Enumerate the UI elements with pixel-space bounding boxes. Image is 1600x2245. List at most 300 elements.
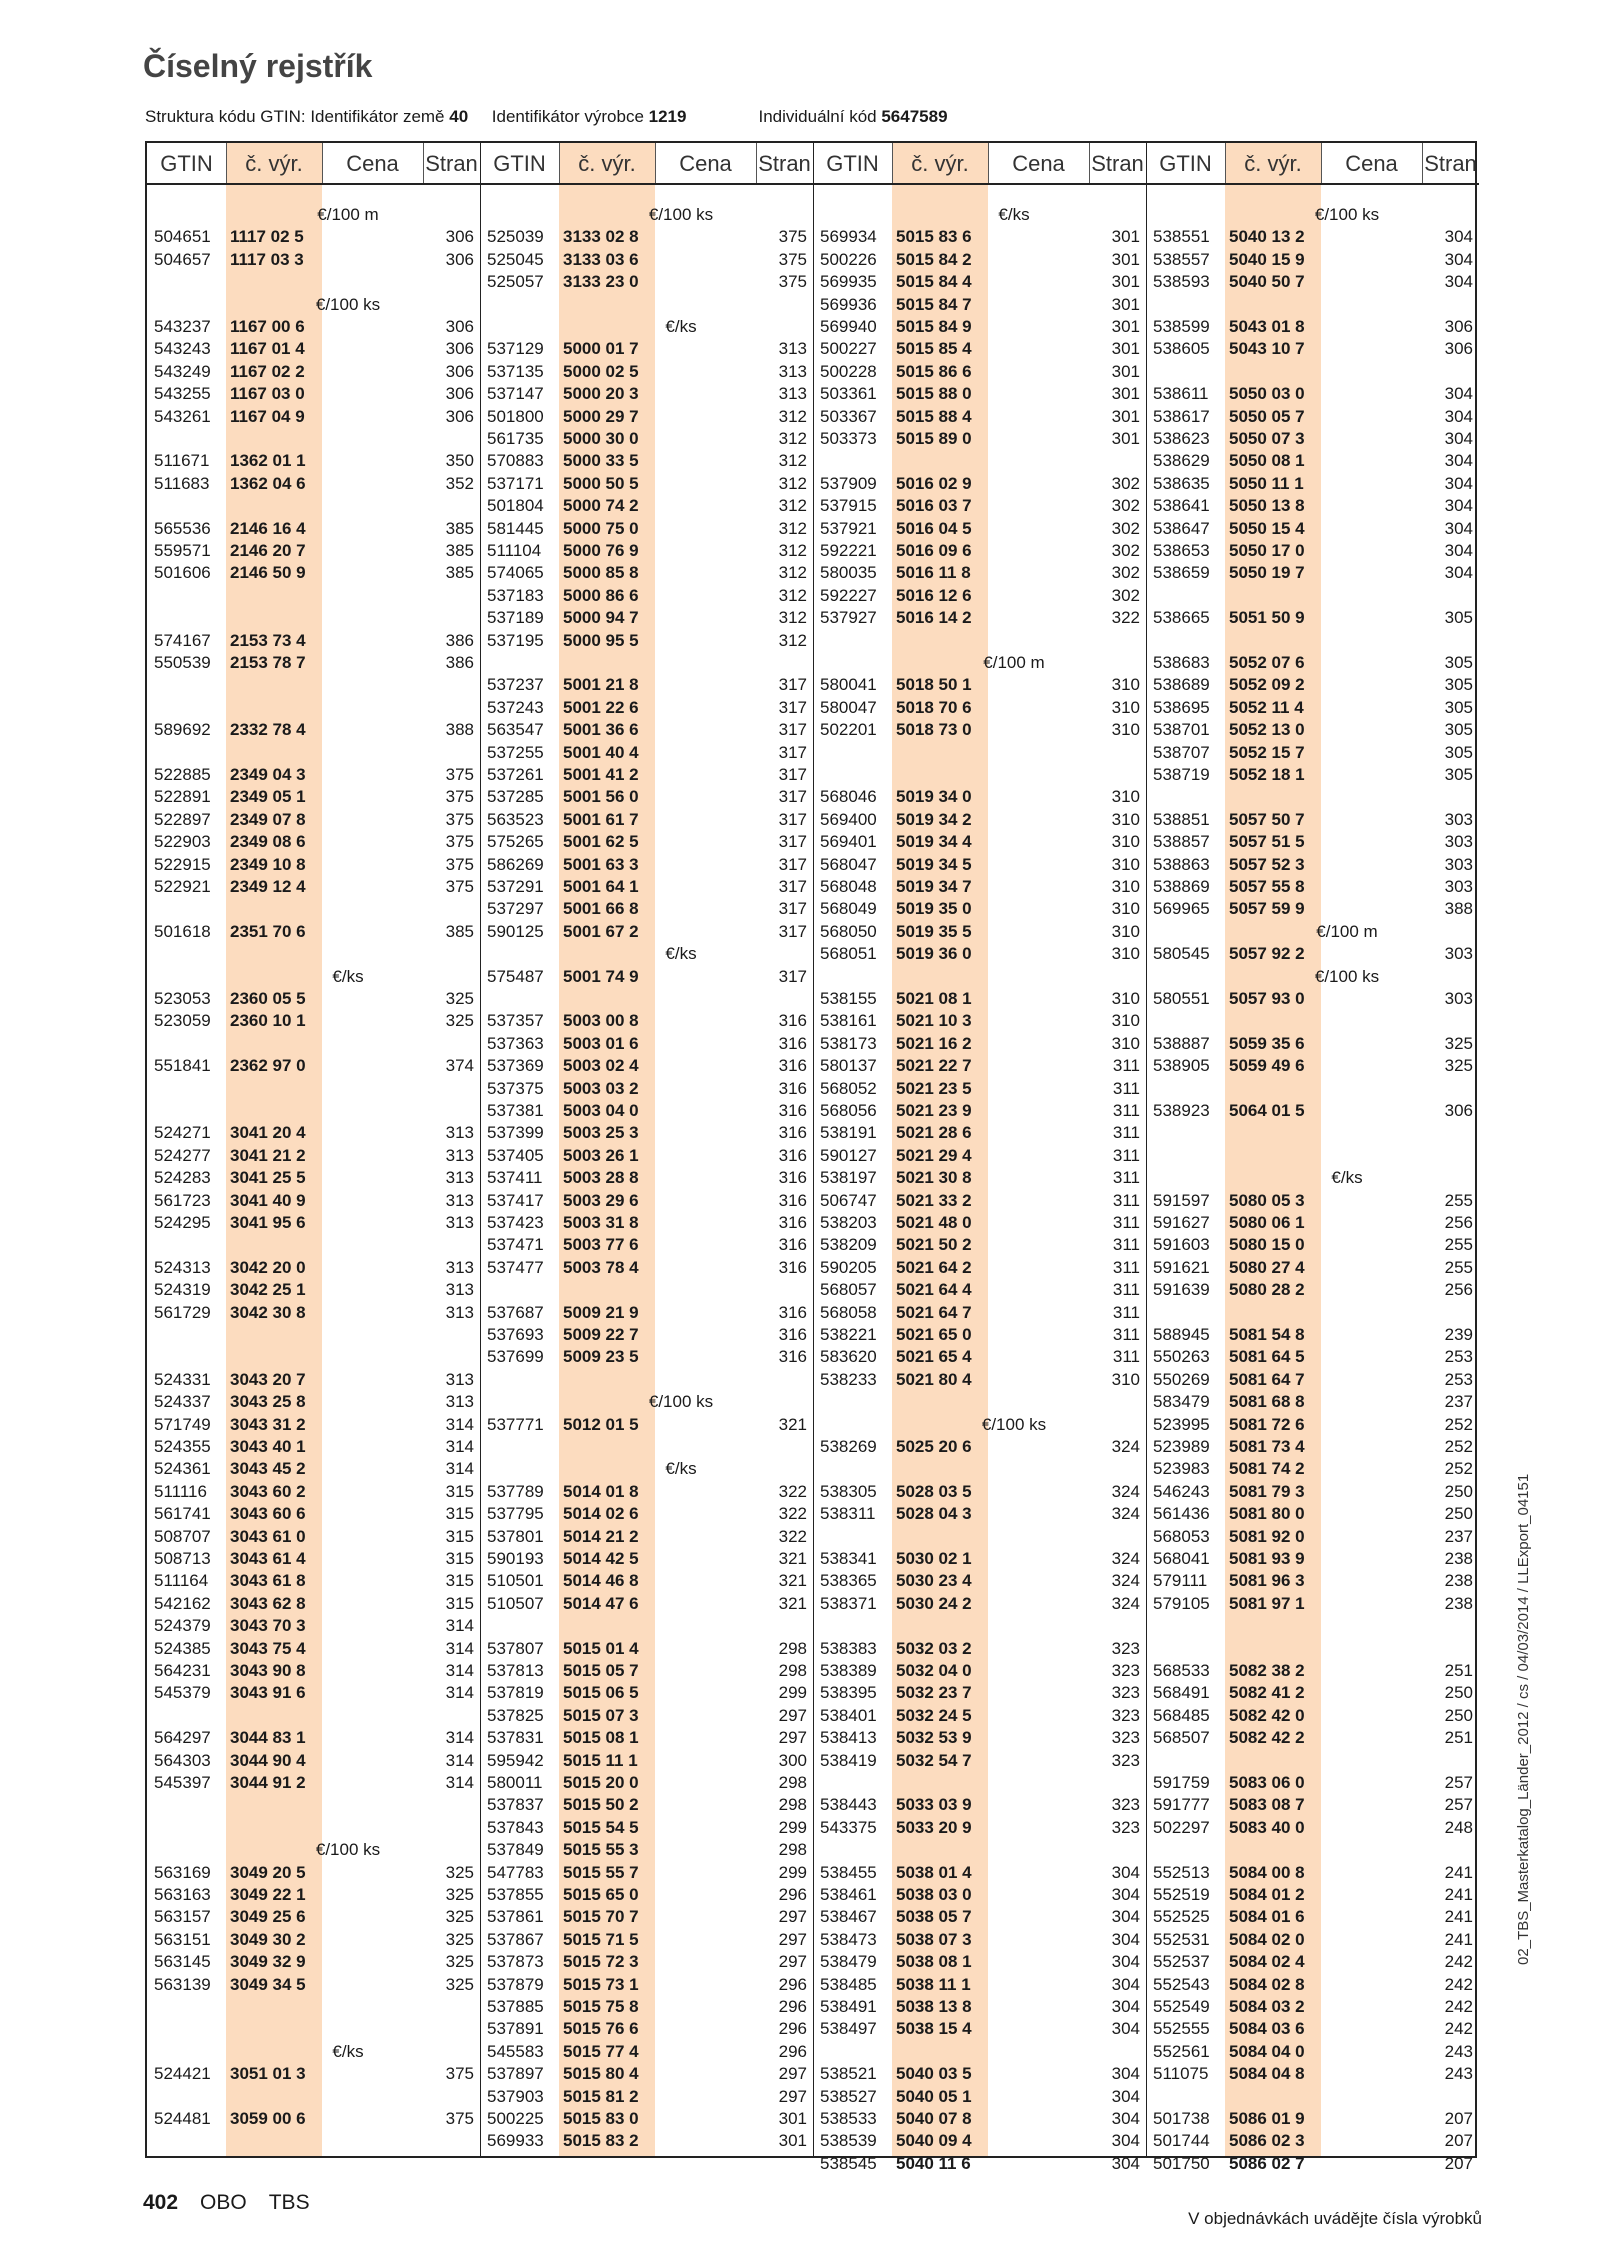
gtin-cell: 538593	[1153, 272, 1210, 292]
product-number-cell: 5050 07 3	[1229, 429, 1305, 448]
table-row	[1146, 1862, 1479, 1884]
page-cell: 311	[1112, 1123, 1140, 1143]
page-cell: 301	[1111, 406, 1140, 426]
product-number-cell: 5015 07 3	[563, 1705, 639, 1725]
table-row	[813, 271, 1146, 293]
page-cell: 313	[445, 1123, 474, 1143]
page-cell: 301	[1111, 272, 1140, 292]
page-cell: 316	[778, 1033, 807, 1053]
page-cell: 317	[778, 832, 807, 852]
gtin-cell: 537183	[487, 585, 544, 605]
page-cell: 250	[1444, 1705, 1473, 1725]
page-cell: 242	[1444, 1974, 1473, 1994]
product-number-cell: 5001 40 4	[563, 742, 639, 762]
gtin-cell: 574065	[487, 563, 544, 583]
gtin-cell: 537381	[487, 1101, 544, 1120]
table-row	[147, 1279, 480, 1301]
page-cell: 237	[1444, 1526, 1473, 1546]
product-number-cell: 1167 02 2	[230, 361, 305, 381]
table-row	[813, 406, 1146, 428]
product-number-cell: 5052 18 1	[1229, 765, 1305, 784]
table-row	[147, 1951, 480, 1973]
product-number-cell: 5021 29 4	[896, 1145, 972, 1165]
table-row	[147, 1974, 480, 1996]
gtin-cell: 569965	[1153, 899, 1210, 919]
gtin-cell: 524379	[154, 1616, 211, 1636]
product-number-cell: 5084 01 6	[1229, 1907, 1305, 1927]
page-cell: 306	[445, 384, 474, 404]
product-number-cell: 5084 00 8	[1229, 1862, 1305, 1882]
table-header	[1146, 143, 1479, 185]
table-row	[147, 1145, 480, 1167]
table-row	[480, 1705, 813, 1727]
product-number-cell: 5021 10 3	[896, 1011, 972, 1031]
page-cell: 304	[1444, 272, 1473, 292]
gtin-cell: 537801	[487, 1526, 544, 1546]
product-number-cell: 5086 01 9	[1229, 2109, 1305, 2128]
page-cell: 315	[445, 1593, 474, 1613]
table-row	[813, 1929, 1146, 1951]
table-row	[147, 1884, 480, 1906]
price-unit: €/ks	[665, 944, 697, 964]
gtin-cell: 538455	[820, 1862, 877, 1882]
page-cell: 324	[1111, 1504, 1140, 1524]
gtin-cell: 545583	[487, 2041, 544, 2061]
table-row	[813, 1346, 1146, 1368]
page-cell: 323	[1111, 1661, 1140, 1680]
table-row	[147, 1750, 480, 1772]
table-row	[480, 2018, 813, 2040]
gtin-cell: 563547	[487, 720, 544, 740]
gtin-cell: 537843	[487, 1817, 544, 1837]
table-row	[813, 249, 1146, 271]
gtin-cell: 537255	[487, 742, 544, 762]
product-number-cell: 5080 05 3	[1229, 1190, 1305, 1210]
page-cell: 374	[445, 1056, 474, 1076]
gtin-cell: 511671	[154, 451, 210, 471]
table-row	[147, 1122, 480, 1144]
product-number-cell: 5021 64 7	[896, 1302, 972, 1322]
gtin-cell: 523983	[1153, 1459, 1210, 1479]
gtin-cell: 537891	[487, 2019, 544, 2039]
page-cell: 317	[778, 697, 807, 717]
table-row	[480, 226, 813, 248]
gtin-cell: 559571	[154, 541, 211, 560]
gtin-cell: 537813	[487, 1661, 544, 1680]
page-cell: 316	[778, 1145, 807, 1165]
gtin-cell: 538701	[1153, 720, 1210, 740]
gtin-cell: 550539	[154, 653, 211, 672]
gtin-cell: 537837	[487, 1795, 544, 1815]
gtin-cell: 538659	[1153, 563, 1210, 583]
table-row	[480, 518, 813, 540]
gtin-cell: 537135	[487, 361, 544, 381]
gtin-cell: 538599	[1153, 317, 1210, 336]
page-cell: 316	[778, 1101, 807, 1120]
table-row	[1146, 2153, 1479, 2175]
gtin-cell: 524361	[154, 1459, 211, 1479]
gtin-cell: 537897	[487, 2064, 544, 2084]
product-number-cell: 5015 06 5	[563, 1683, 639, 1703]
table-row	[480, 2108, 813, 2130]
page-cell: 241	[1444, 1862, 1473, 1882]
page-cell: 242	[1444, 1952, 1473, 1972]
price-unit-row	[147, 1839, 480, 1861]
page-cell: 317	[778, 921, 807, 941]
gtin-cell: 537915	[820, 496, 877, 516]
gtin-cell: 504651	[154, 227, 211, 247]
gtin-cell: 583620	[820, 1347, 877, 1367]
product-number-cell: 5032 54 7	[896, 1750, 972, 1770]
gtin-cell: 500226	[820, 249, 877, 269]
gtin-cell: 537297	[487, 899, 544, 919]
product-number-cell: 5003 02 4	[563, 1056, 639, 1076]
header-cell: Cena	[1345, 151, 1398, 176]
gtin-cell: 568047	[820, 854, 877, 874]
product-number-cell: 3133 03 6	[563, 249, 639, 269]
table-row	[147, 1727, 480, 1749]
table-row	[147, 876, 480, 898]
table-row	[480, 249, 813, 271]
gtin-cell: 537375	[487, 1078, 544, 1098]
product-number-cell: 3043 75 4	[230, 1638, 306, 1658]
product-number-cell: 2349 10 8	[230, 854, 306, 874]
table-row	[480, 966, 813, 988]
table-row	[1146, 316, 1479, 338]
price-unit: €/ks	[332, 966, 364, 986]
page-cell: 311	[1112, 1325, 1140, 1344]
table-row	[480, 1033, 813, 1055]
page-cell: 311	[1112, 1280, 1140, 1300]
gtin-cell: 511116	[154, 1481, 207, 1501]
page-cell: 238	[1444, 1593, 1473, 1613]
table-row	[480, 1302, 813, 1324]
gtin-cell: 538479	[820, 1952, 877, 1972]
product-number-cell: 3049 30 2	[230, 1929, 306, 1949]
page-cell: 305	[1444, 653, 1473, 672]
product-number-cell: 5015 55 3	[563, 1840, 639, 1860]
gtin-cell: 569936	[820, 294, 877, 314]
page-cell: 321	[778, 1571, 807, 1591]
gtin-cell: 538887	[1153, 1033, 1210, 1053]
price-unit: €/ks	[1331, 1168, 1363, 1188]
table-row	[147, 473, 480, 495]
gtin-cell: 501800	[487, 406, 544, 426]
table-row	[480, 1481, 813, 1503]
product-number-cell: 5057 51 5	[1229, 832, 1305, 852]
table-row	[1146, 1974, 1479, 1996]
product-number-cell: 5015 76 6	[563, 2019, 639, 2039]
page-cell: 311	[1112, 1302, 1140, 1322]
table-row	[480, 1167, 813, 1189]
gtin-cell: 523059	[154, 1011, 211, 1031]
product-number-cell: 3043 45 2	[230, 1459, 306, 1479]
table-row	[147, 921, 480, 943]
gtin-cell: 581445	[487, 518, 544, 538]
gtin-cell: 538557	[1153, 249, 1210, 269]
price-unit-row	[1146, 921, 1479, 943]
page-cell: 322	[778, 1504, 807, 1524]
table-row	[813, 2153, 1146, 2175]
gtin-cell: 590193	[487, 1549, 544, 1568]
price-unit-row	[1146, 1167, 1479, 1189]
product-number-cell: 5003 04 0	[563, 1101, 639, 1120]
table-row	[480, 1100, 813, 1122]
product-number-cell: 5015 83 0	[563, 2109, 639, 2128]
product-number-cell: 3043 61 0	[230, 1526, 306, 1546]
table-row	[480, 1414, 813, 1436]
product-number-cell: 5014 42 5	[563, 1549, 639, 1568]
gtin-cell: 575265	[487, 832, 544, 852]
page-cell: 296	[778, 2019, 807, 2039]
gtin-cell: 537699	[487, 1347, 544, 1367]
table-row	[1146, 540, 1479, 562]
gtin-cell: 537825	[487, 1705, 544, 1725]
product-number-cell: 5001 36 6	[563, 720, 639, 740]
page-cell: 312	[778, 541, 807, 560]
product-number-cell: 5084 02 8	[1229, 1974, 1305, 1994]
product-number-cell: 5016 14 2	[896, 608, 972, 628]
gtin-cell: 568048	[820, 877, 877, 896]
gtin-cell: 524385	[154, 1638, 211, 1658]
table-row	[147, 1481, 480, 1503]
table-row	[480, 271, 813, 293]
page-cell: 317	[778, 765, 807, 784]
product-number-cell: 3044 83 1	[230, 1728, 306, 1748]
header-divider	[892, 143, 893, 183]
product-number-cell: 5052 09 2	[1229, 675, 1305, 695]
page-cell: 252	[1444, 1437, 1473, 1456]
product-number-cell: 5021 22 7	[896, 1056, 972, 1076]
gtin-cell: 537243	[487, 697, 544, 717]
page-cell: 306	[1444, 1101, 1473, 1120]
table-row	[480, 1570, 813, 1592]
table-row	[813, 1302, 1146, 1324]
page-cell: 310	[1111, 832, 1140, 852]
table-row	[480, 786, 813, 808]
table-row	[147, 809, 480, 831]
product-number-cell: 5021 28 6	[896, 1123, 972, 1143]
table-row	[1146, 1593, 1479, 1615]
table-row	[1146, 697, 1479, 719]
table-row	[813, 2108, 1146, 2130]
table-row	[1146, 1391, 1479, 1413]
page-cell: 303	[1444, 832, 1473, 852]
page-cell: 312	[778, 429, 807, 448]
gtin-cell: 537171	[487, 473, 544, 493]
page-cell: 304	[1444, 451, 1473, 471]
table-row	[1146, 1190, 1479, 1212]
table-row	[813, 338, 1146, 360]
table-row	[1146, 1794, 1479, 1816]
page-cell: 310	[1111, 675, 1140, 695]
table-row	[813, 1010, 1146, 1032]
table-row	[1146, 495, 1479, 517]
page-cell: 304	[1111, 1862, 1140, 1882]
page-cell: 312	[778, 496, 807, 516]
gtin-cell: 591597	[1153, 1190, 1210, 1210]
table-row	[480, 1996, 813, 2018]
product-number-cell: 5080 06 1	[1229, 1213, 1305, 1232]
gtin-cell: 537927	[820, 608, 877, 628]
product-number-cell: 5040 11 6	[896, 2153, 971, 2173]
product-number-cell: 5015 73 1	[563, 1974, 639, 1994]
table-row	[147, 1862, 480, 1884]
product-number-cell: 5009 21 9	[563, 1302, 639, 1322]
product-number-cell: 5003 28 8	[563, 1168, 639, 1188]
page-cell: 322	[778, 1481, 807, 1501]
gtin-cell: 511075	[1153, 2064, 1209, 2084]
table-row	[813, 1078, 1146, 1100]
page-cell: 310	[1111, 697, 1140, 717]
product-number-cell: 5003 03 2	[563, 1078, 639, 1098]
gtin-cell: 545397	[154, 1773, 211, 1792]
table-row	[1146, 1570, 1479, 1592]
product-number-cell: 5021 23 9	[896, 1101, 972, 1120]
page-cell: 375	[445, 2064, 474, 2084]
page-cell: 306	[445, 317, 474, 336]
gtin-cell: 591759	[1153, 1773, 1210, 1792]
gtin-cell: 538365	[820, 1571, 877, 1591]
gtin-cell: 522897	[154, 809, 211, 829]
product-number-cell: 5015 01 4	[563, 1638, 639, 1658]
table-row	[480, 1346, 813, 1368]
gtin-cell: 580041	[820, 675, 877, 695]
header-divider	[1089, 143, 1090, 183]
gtin-cell: 568049	[820, 899, 877, 919]
table-row	[1146, 719, 1479, 741]
page-cell: 310	[1111, 877, 1140, 896]
product-number-cell: 2146 20 7	[230, 541, 306, 560]
table-row	[813, 1682, 1146, 1704]
product-number-cell: 5081 73 4	[1229, 1437, 1305, 1456]
table-row	[813, 809, 1146, 831]
table-row	[480, 1951, 813, 1973]
table-row	[480, 2130, 813, 2152]
header-cell: Cena	[1012, 151, 1065, 176]
page-cell: 323	[1111, 1795, 1140, 1815]
product-number-cell: 5057 93 0	[1229, 989, 1305, 1008]
page-cell: 317	[778, 877, 807, 896]
product-number-cell: 5018 70 6	[896, 697, 972, 717]
gtin-cell: 538689	[1153, 675, 1210, 695]
gtin-cell: 564303	[154, 1750, 211, 1770]
gtin-cell: 591627	[1153, 1213, 1210, 1232]
product-number-cell: 5015 08 1	[563, 1728, 639, 1748]
page-cell: 314	[445, 1683, 474, 1703]
table-row	[813, 1324, 1146, 1346]
table-row	[480, 742, 813, 764]
table-row	[147, 450, 480, 472]
product-number-cell: 5059 49 6	[1229, 1056, 1305, 1076]
product-number-cell: 3041 25 5	[230, 1168, 306, 1188]
gtin-cell: 537237	[487, 675, 544, 695]
table-row	[813, 1570, 1146, 1592]
table-row	[147, 540, 480, 562]
page-cell: 325	[445, 989, 474, 1008]
page-cell: 310	[1111, 854, 1140, 874]
table-row	[813, 719, 1146, 741]
page-cell: 317	[778, 787, 807, 807]
page-cell: 239	[1444, 1325, 1473, 1344]
product-number-cell: 5040 15 9	[1229, 249, 1305, 269]
product-number-cell: 1117 02 5	[230, 227, 304, 247]
product-number-cell: 5084 03 6	[1229, 2019, 1305, 2039]
page-cell: 313	[445, 1369, 474, 1389]
table-row	[480, 876, 813, 898]
gtin-cell: 569935	[820, 272, 877, 292]
table-row	[147, 1615, 480, 1637]
page-cell: 312	[778, 473, 807, 493]
page-cell: 256	[1444, 1213, 1473, 1232]
gtin-cell: 537921	[820, 518, 877, 538]
page-cell: 255	[1444, 1257, 1473, 1277]
table-row	[480, 809, 813, 831]
gtin-cell: 503361	[820, 384, 877, 404]
gtin-cell: 537873	[487, 1952, 544, 1972]
product-number-cell: 5015 84 7	[896, 294, 972, 314]
gtin-cell: 537909	[820, 473, 877, 493]
page-cell: 304	[1444, 249, 1473, 269]
table-row	[813, 1279, 1146, 1301]
page-cell: 301	[1111, 227, 1140, 247]
header-cell: č. výr.	[245, 151, 303, 176]
table-header	[480, 143, 813, 185]
gtin-cell: 595942	[487, 1750, 544, 1770]
page-cell: 313	[445, 1168, 474, 1188]
page-cell: 296	[778, 1997, 807, 2016]
gtin-cell: 511683	[154, 473, 210, 493]
product-number-cell: 5000 29 7	[563, 406, 639, 426]
page-cell: 317	[778, 899, 807, 919]
table-row	[1146, 1279, 1479, 1301]
table-row	[147, 1369, 480, 1391]
gtin-cell: 570883	[487, 451, 544, 471]
gtin-cell: 568533	[1153, 1661, 1210, 1680]
table-row	[813, 383, 1146, 405]
table-row	[813, 2130, 1146, 2152]
product-number-cell: 5000 86 6	[563, 585, 639, 605]
product-number-cell: 1167 04 9	[230, 406, 305, 426]
gtin-cell: 538611	[1153, 384, 1209, 404]
gtin-cell: 502297	[1153, 1817, 1210, 1837]
table-row	[1146, 473, 1479, 495]
product-number-cell: 3051 01 3	[230, 2064, 306, 2084]
gtin-cell: 524313	[154, 1257, 211, 1277]
table-row	[813, 1750, 1146, 1772]
gtin-cell: 561436	[1153, 1504, 1210, 1524]
gtin-cell: 510501	[487, 1571, 544, 1591]
price-unit: €/100 ks	[1314, 205, 1380, 224]
table-row	[480, 1122, 813, 1144]
table-row	[480, 1884, 813, 1906]
product-number-cell: 2349 04 3	[230, 765, 306, 784]
product-number-cell: 5016 02 9	[896, 473, 972, 493]
table-row	[1146, 652, 1479, 674]
table-row	[1146, 1548, 1479, 1570]
table-row	[147, 1257, 480, 1279]
page-cell: 299	[778, 1817, 807, 1837]
gtin-cell: 508707	[154, 1526, 211, 1546]
gtin-cell: 523053	[154, 989, 211, 1008]
price-unit: €/100 m	[983, 653, 1045, 672]
table-row	[1146, 2063, 1479, 2085]
page-cell: 323	[1111, 1817, 1140, 1837]
price-unit-row	[813, 652, 1146, 674]
product-number-cell: 5014 47 6	[563, 1593, 639, 1613]
product-number-cell: 5015 84 2	[896, 249, 972, 269]
gtin-cell: 538905	[1153, 1056, 1210, 1076]
